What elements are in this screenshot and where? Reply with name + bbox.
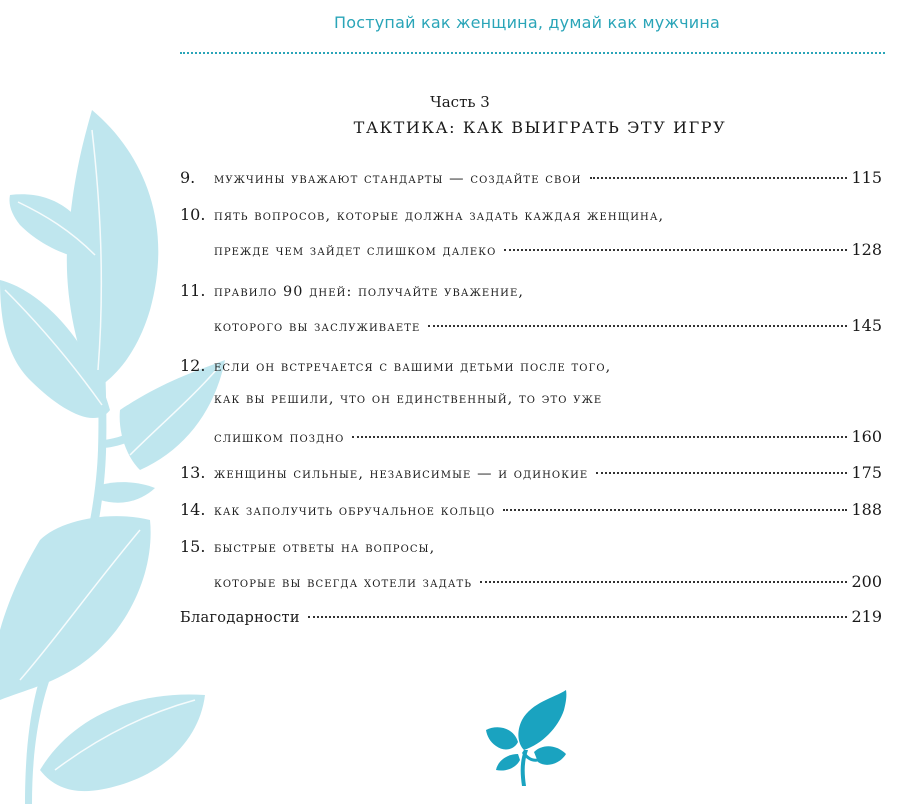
toc-entry-14 <box>180 500 882 524</box>
dot-leader <box>480 580 847 583</box>
toc-entry-12-cont <box>180 391 882 415</box>
dot-leader <box>504 248 847 251</box>
chapter-number: 15. <box>180 537 206 556</box>
chapter-title: если он встречается с вашими детьми после того, <box>214 359 612 375</box>
chapter-title: мужчины уважают стандарты — создайте свои <box>214 171 582 187</box>
toc-entry-9 <box>180 168 882 192</box>
chapter-title: Благодарности <box>180 610 300 626</box>
page-number: 175 <box>851 463 882 482</box>
dot-leader <box>308 615 848 618</box>
page-number: 160 <box>851 427 882 446</box>
chapter-number: 12. <box>180 356 206 375</box>
toc-entry-11 <box>180 281 882 305</box>
toc-entry-11-cont <box>180 316 882 340</box>
page-number: 128 <box>851 240 882 259</box>
page-number: 219 <box>851 607 882 626</box>
page-number: 115 <box>851 168 882 187</box>
page-number: 188 <box>851 500 882 519</box>
chapter-title-cont: которого вы заслуживаете <box>214 319 421 335</box>
chapter-title-cont: которые вы всегда хотели задать <box>214 575 473 591</box>
toc-entry-acknowledgements <box>180 607 882 631</box>
header-dotted-rule <box>180 52 885 54</box>
toc-entry-13 <box>180 463 882 487</box>
toc-entry-15 <box>180 537 882 561</box>
toc-entry-12 <box>180 356 882 380</box>
toc-entry-15-cont <box>180 572 882 596</box>
part-label: Часть 3 <box>430 93 490 111</box>
chapter-number: 11. <box>180 281 206 300</box>
chapter-title: пять вопросов, которые должна задать каждая женщина, <box>214 208 665 224</box>
toc-entry-12-cont2 <box>180 427 882 451</box>
dot-leader <box>428 324 847 327</box>
chapter-title-cont: слишком поздно <box>214 430 345 446</box>
chapter-number: 13. <box>180 463 206 482</box>
chapter-title: женщины сильные, независимые — и одинокие <box>214 466 589 482</box>
page-number: 200 <box>851 572 882 591</box>
running-head: Поступай как женщина, думай как мужчина <box>334 13 720 32</box>
chapter-title: правило 90 дней: получайте уважение, <box>214 284 525 300</box>
dot-leader <box>352 435 847 438</box>
chapter-number: 14. <box>180 500 206 519</box>
dot-leader <box>503 508 847 511</box>
page-number: 145 <box>851 316 882 335</box>
dot-leader <box>596 471 847 474</box>
chapter-number: 9. <box>180 168 196 187</box>
toc-entry-10 <box>180 205 882 229</box>
chapter-title: быстрые ответы на вопросы, <box>214 540 436 556</box>
chapter-number: 10. <box>180 205 206 224</box>
dot-leader <box>590 176 848 179</box>
part-title: ТАКТИКА: КАК ВЫИГРАТЬ ЭТУ ИГРУ <box>353 118 727 137</box>
chapter-title-cont: как вы решили, что он единственный, то это уже <box>214 391 603 407</box>
chapter-title-cont: прежде чем зайдет слишком далеко <box>214 243 497 259</box>
small-leaf-icon <box>484 688 574 788</box>
chapter-title: как заполучить обручальное кольцо <box>214 503 496 519</box>
toc-entry-10-cont <box>180 240 882 264</box>
